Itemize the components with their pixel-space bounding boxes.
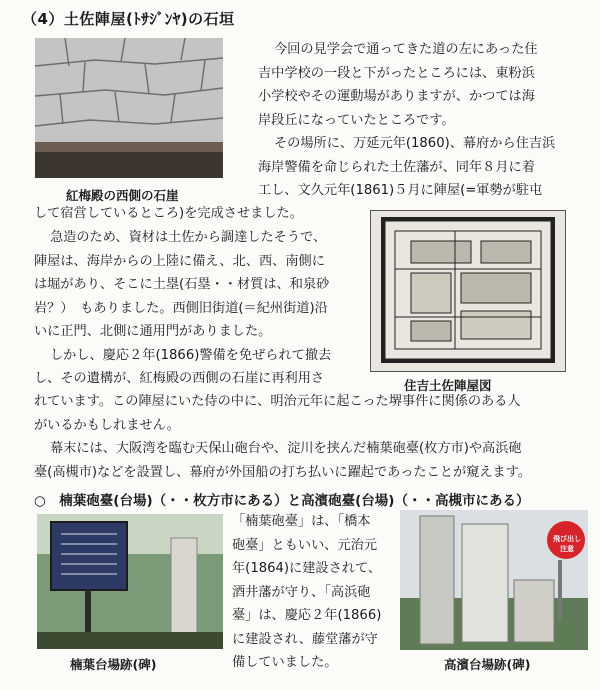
stone-wall-illustration <box>35 38 223 178</box>
text-line: して宿営しているところ)を完成させました。 <box>34 206 303 221</box>
text-line: しかし、慶応２年(1866)警備を免ぜられて撤去 <box>50 347 332 363</box>
text-line: 年(1864)に建設されて、 <box>232 561 382 576</box>
subheading: ○ 楠葉砲臺(台場)（・・枚方市にある）と高濱砲臺(台場)（・・高槻市にある） <box>34 493 530 509</box>
paragraph-middle <box>232 510 381 675</box>
text-line: 臺」は、慶応２年(1866) <box>232 608 382 623</box>
text-line: 酒井藩が守り、「高浜砲 <box>232 584 371 600</box>
warning-sign-text: 飛び出し注意 <box>553 535 581 553</box>
text-line: 「楠葉砲臺」は、「橋本 <box>232 514 371 529</box>
text-line: に建設され、藤堂藩が守 <box>232 631 378 647</box>
text-line: いに正門、北側に通用門がありました。 <box>34 324 272 339</box>
text-line: 吉中学校の一段と下がったところには、東粉浜 <box>258 65 535 81</box>
takahama-monument-photo <box>400 510 588 650</box>
text-line: 急造のため、資材は土佐から調達したそうで、 <box>50 230 327 245</box>
kuzuha-monument-illustration <box>37 514 223 649</box>
text-line: 備していました。 <box>232 655 338 670</box>
text-line: は堀があり、そこに土塁(石塁・・材質は、和泉砂 <box>34 277 330 292</box>
text-line: 臺(高槻市)などを設置し、幕府が外国船の打ち払いに躍起であったことが窺えます。 <box>34 464 532 480</box>
section-heading: （4）土佐陣屋(ﾄｻｼﾞﾝﾔ)の石垣 <box>22 10 235 28</box>
text-line: 幕末には、大阪湾を臨む天保山砲台や、淀川を挟んだ楠葉砲臺(枚方市)や高浜砲 <box>50 441 522 456</box>
text-line: 陣屋は、海岸からの上陸に備え、北、西、南側に <box>34 253 325 269</box>
text-line: その場所に、万延元年(1860)、幕府から住吉浜 <box>274 136 556 151</box>
text-line: 小学校やその運動場がありますが、かつては海 <box>258 89 535 104</box>
photo2-caption: 楠葉台場跡(碑) <box>70 657 157 672</box>
photo3-caption: 高濱台場跡(碑) <box>444 657 531 672</box>
paragraph-full <box>34 390 531 484</box>
text-line: 砲臺」ともいい、元治元 <box>232 537 378 553</box>
stone-wall-photo <box>35 38 223 178</box>
text-line: 工し、文久元年(1861)５月に陣屋(=軍勢が駐屯 <box>258 183 543 198</box>
takahama-monument-illustration <box>400 510 588 650</box>
text-line: 岸段丘になっていたところです。 <box>258 112 455 128</box>
photo1-caption: 紅梅殿の西側の石崖 <box>66 188 179 203</box>
paragraph-left <box>34 226 331 391</box>
text-line: 海岸警備を命じられた土佐藩が、同年８月に着 <box>258 159 535 175</box>
text-line: し、その遺構が、紅梅殿の西側の石崖に再利用さ <box>34 371 325 386</box>
kuzuha-monument-photo <box>37 514 223 649</box>
text-line: 岩？） もありました。西側旧街道(＝紀州街道)沿 <box>34 300 328 316</box>
jinya-map-caption: 住吉土佐陣屋図 <box>404 378 492 393</box>
text-line: がいるかもしれません。 <box>34 417 180 433</box>
text-line: れています。この陣屋にいた侍の中に、明治元年に起こった堺事件に関係のある人 <box>34 394 521 409</box>
jinya-map-illustration <box>371 211 565 371</box>
jinya-map-figure <box>370 210 566 372</box>
text-line: 今回の見学会で通ってきた道の左にあった住 <box>274 42 538 57</box>
paragraph-right <box>258 38 555 203</box>
